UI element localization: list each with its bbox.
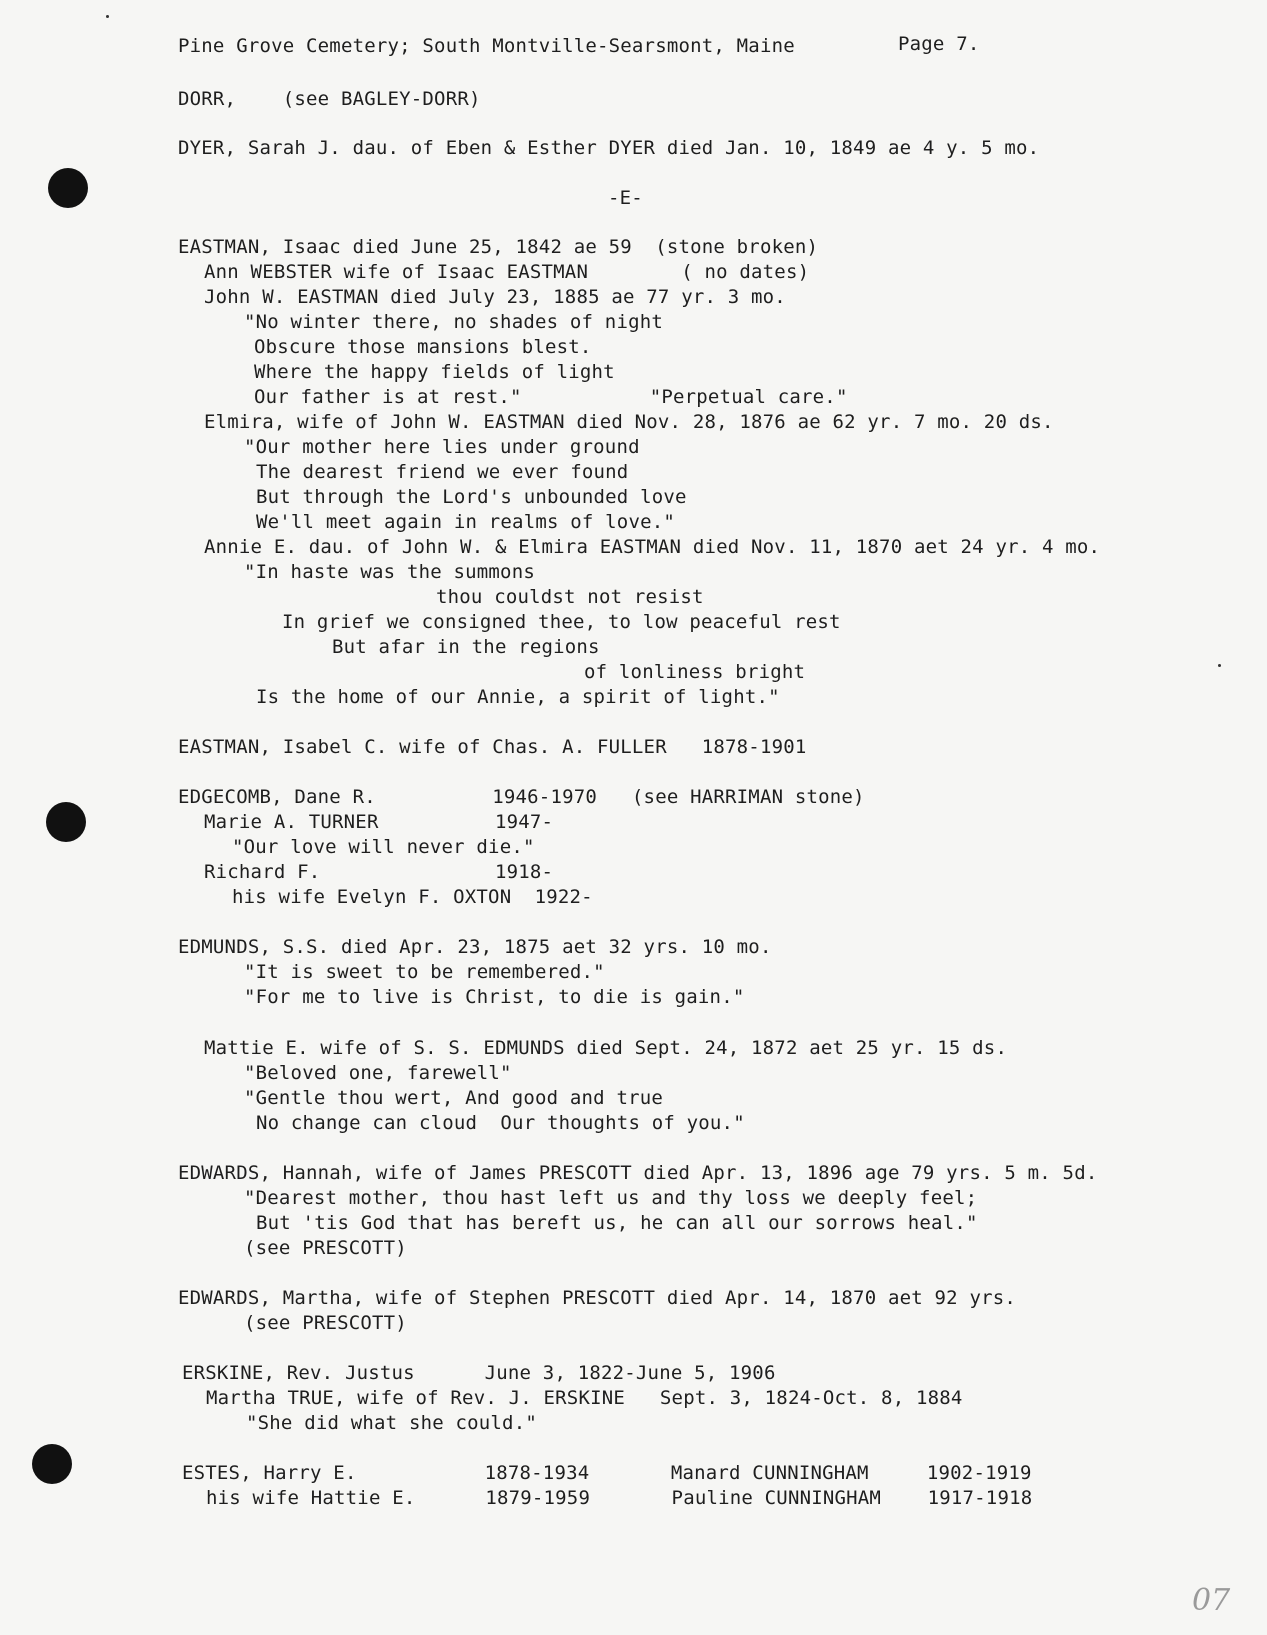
entry-edwards-hannah: EDWARDS, Hannah, wife of James PRESCOTT died Apr. 13, 1896 age 79 yrs. 5 m. 5d. (178, 1162, 1098, 1184)
epitaph-line: We'll meet again in realms of love." (256, 511, 676, 533)
entry-edgecomb-richard: Richard F. 1918- (204, 861, 554, 883)
epitaph-line: No change can cloud Our thoughts of you." (256, 1112, 745, 1134)
epitaph-line: The dearest friend we ever found (256, 461, 629, 483)
entry-edmunds-ss: EDMUNDS, S.S. died Apr. 23, 1875 aet 32 yrs. 10 mo. (178, 936, 772, 958)
entry-edgecomb-dane: EDGECOMB, Dane R. 1946-1970 (see HARRIMAN stone) (178, 786, 865, 808)
epitaph-line: But 'tis God that has bereft us, he can all our sorrows heal." (256, 1212, 978, 1234)
epitaph-line: "No winter there, no shades of night (244, 311, 664, 333)
paper-speck (1218, 664, 1221, 667)
entry-eastman-annie: Annie E. dau. of John W. & Elmira EASTMAN died Nov. 11, 1870 aet 24 yr. 4 mo. (204, 536, 1101, 558)
page-number: Page 7. (898, 33, 980, 55)
epitaph-line: Obscure those mansions blest. (254, 336, 592, 358)
entry-edwards-martha: EDWARDS, Martha, wife of Stephen PRESCOTT died Apr. 14, 1870 aet 92 yrs. (178, 1287, 1017, 1309)
epitaph-line: But afar in the regions (332, 636, 600, 658)
entry-eastman-john: John W. EASTMAN died July 23, 1885 ae 77 yr. 3 mo. (204, 286, 786, 308)
epitaph-line: "Our mother here lies under ground (244, 436, 640, 458)
epitaph-line: "Dearest mother, thou hast left us and thy loss we deeply feel; (244, 1187, 978, 1209)
epitaph-line: Our father is at rest." "Perpetual care." (254, 386, 848, 408)
section-letter-e: -E- (608, 187, 643, 209)
epitaph-line: "For me to live is Christ, to die is gain." (244, 986, 745, 1008)
punch-hole-bottom (32, 1444, 72, 1484)
punch-hole-top (48, 168, 88, 208)
entry-edgecomb-evelyn: his wife Evelyn F. OXTON 1922- (232, 886, 593, 908)
epitaph-line: But through the Lord's unbounded love (256, 486, 687, 508)
epitaph-line: "Gentle thou wert, And good and true (244, 1087, 664, 1109)
entry-erskine-justus: ERSKINE, Rev. Justus June 3, 1822-June 5, 1906 (182, 1362, 776, 1384)
handwritten-page-number: 07 (1192, 1583, 1231, 1618)
epitaph-line: "In haste was the summons (244, 561, 535, 583)
entry-eastman-isabel: EASTMAN, Isabel C. wife of Chas. A. FULLER 1878-1901 (178, 736, 807, 758)
entry-eastman-ann: Ann WEBSTER wife of Isaac EASTMAN ( no dates) (204, 261, 810, 283)
punch-hole-middle (46, 802, 86, 842)
epitaph-line: "It is sweet to be remembered." (244, 961, 605, 983)
entry-dorr: DORR, (see BAGLEY-DORR) (178, 88, 481, 110)
cross-reference: (see PRESCOTT) (244, 1237, 407, 1259)
entry-dyer: DYER, Sarah J. dau. of Eben & Esther DYER died Jan. 10, 1849 ae 4 y. 5 mo. (178, 137, 1040, 159)
entry-eastman-elmira: Elmira, wife of John W. EASTMAN died Nov. 28, 1876 ae 62 yr. 7 mo. 20 ds. (204, 411, 1054, 433)
page-title: Pine Grove Cemetery; South Montville-Searsmont, Maine (178, 35, 795, 57)
entry-estes-hattie: his wife Hattie E. 1879-1959 Pauline CUNNINGHAM 1917-1918 (206, 1487, 1033, 1509)
epitaph-line: thou couldst not resist (436, 586, 704, 608)
entry-estes-harry: ESTES, Harry E. 1878-1934 Manard CUNNINGHAM 1902-1919 (182, 1462, 1032, 1484)
epitaph-line: In grief we consigned thee, to low peaceful rest (282, 611, 841, 633)
epitaph-line: "Our love will never die." (232, 836, 535, 858)
epitaph-line: Is the home of our Annie, a spirit of light." (256, 686, 780, 708)
paper-speck (106, 15, 109, 18)
epitaph-line: Where the happy fields of light (254, 361, 615, 383)
entry-edgecomb-marie: Marie A. TURNER 1947- (204, 811, 554, 833)
entry-eastman-isaac: EASTMAN, Isaac died June 25, 1842 ae 59 (stone broken) (178, 236, 819, 258)
entry-erskine-martha: Martha TRUE, wife of Rev. J. ERSKINE Sept. 3, 1824-Oct. 8, 1884 (206, 1387, 963, 1409)
epitaph-line: "She did what she could." (246, 1412, 537, 1434)
cross-reference: (see PRESCOTT) (244, 1312, 407, 1334)
entry-edmunds-mattie: Mattie E. wife of S. S. EDMUNDS died Sept. 24, 1872 aet 25 yr. 15 ds. (204, 1037, 1008, 1059)
epitaph-line: of lonliness bright (584, 661, 806, 683)
epitaph-line: "Beloved one, farewell" (244, 1062, 512, 1084)
